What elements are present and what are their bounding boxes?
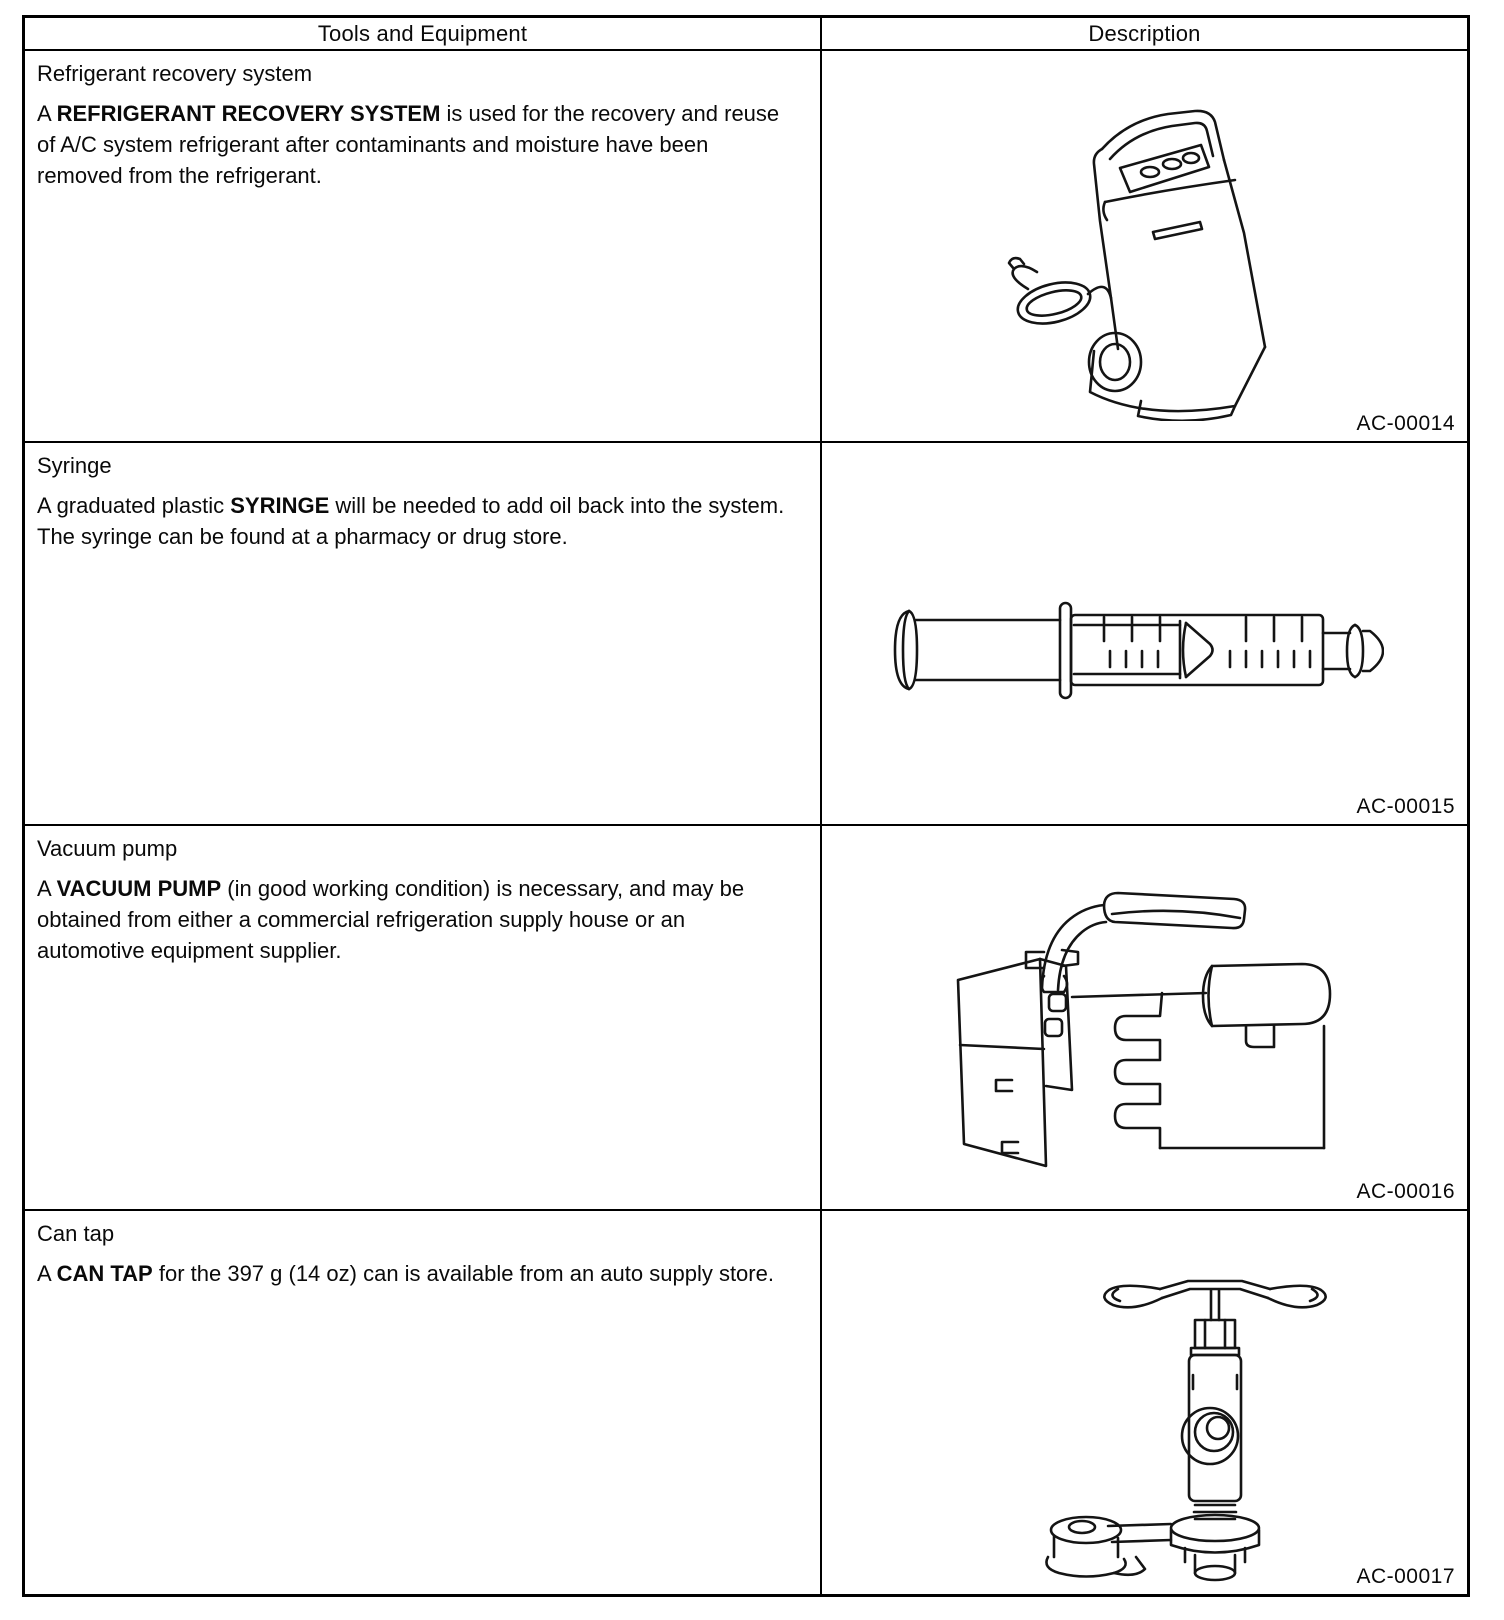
column-header-tools-and-equipment: [25, 18, 822, 51]
tool-description-text: A graduated plastic SYRINGE will be needed to add oil back into the system. The syringe can be found at a pharmacy or drug store.: [37, 493, 785, 549]
column-header-description: [822, 18, 1467, 51]
tool-title: Vacuum pump: [37, 836, 178, 861]
figure-code-label: AC-00014: [1356, 412, 1455, 435]
tool-title: Can tap: [37, 1221, 115, 1246]
tool-description-text: A REFRIGERANT RECOVERY SYSTEM is used for the recovery and reuse of A/C system refrigerant after contaminants and moisture have been removed from the refrigerant.: [37, 101, 780, 188]
column-header-label: Tools and Equipment: [317, 20, 528, 46]
figure-code-label: AC-00015: [1356, 795, 1455, 818]
graduated-syringe-illustration: [864, 575, 1384, 720]
vacuum-pump-illustration: [894, 848, 1334, 1183]
tools-equipment-table: [22, 15, 1470, 1597]
tool-cell-vacuum-pump: [25, 826, 822, 1211]
tool-cell-syringe: [25, 443, 822, 826]
refrigerant-can-tap-illustration: [974, 1225, 1374, 1590]
tool-description-text: A CAN TAP for the 397 g (14 oz) can is available from an auto supply store.: [37, 1261, 774, 1286]
description-cell-can-tap: [822, 1211, 1467, 1594]
refrigerant-recovery-machine-illustration: [944, 101, 1274, 426]
figure-code-label: AC-00016: [1356, 1180, 1455, 1203]
description-cell-vacuum-pump: [822, 826, 1467, 1211]
tool-title: Refrigerant recovery system: [37, 61, 313, 86]
tool-cell-refrigerant-recovery-system: [25, 51, 822, 443]
column-header-label: Description: [1088, 20, 1201, 46]
tool-title: Syringe: [37, 453, 112, 478]
tool-description-text: A VACUUM PUMP (in good working condition) is necessary, and may be obtained from either a commercial refrigeration supply house or an automotive equipment supplier.: [37, 876, 745, 963]
description-cell-syringe: [822, 443, 1467, 826]
description-cell-refrigerant-recovery-system: [822, 51, 1467, 443]
tool-cell-can-tap: [25, 1211, 822, 1594]
figure-code-label: AC-00017: [1356, 1565, 1455, 1588]
